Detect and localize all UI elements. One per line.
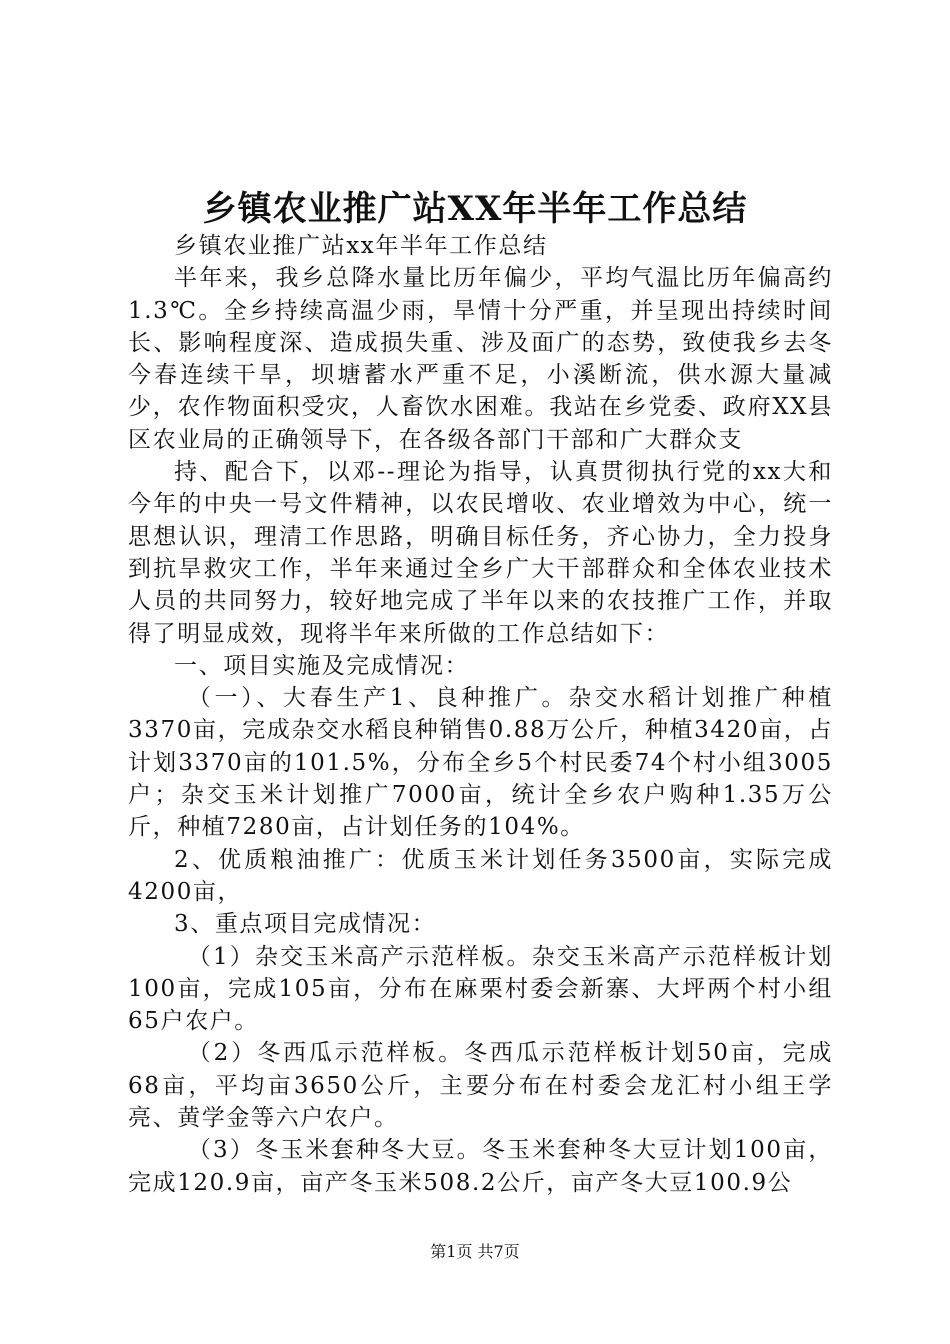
paragraph-spring-production: （一）、大春生产1、良种推广。杂交水稻计划推广种植3370亩，完成杂交水稻良种销售0.88万公斤，种植3420亩，占计划3370亩的101.5%，分布全乡5个村民委74个村小组3005户；杂交玉米计划推广7000亩，统计全乡农户购种1.35万公斤，种植7280亩，占计划任务的104%。 <box>128 685 833 841</box>
section-heading: 一、项目实施及完成情况： <box>174 652 470 679</box>
paragraph-key-projects: 3、重点项目完成情况： <box>174 911 437 938</box>
document-body <box>128 230 833 1199</box>
paragraph-continuation: 持、配合下，以邓--理论为指导，认真贯彻执行党的xx大和今年的中央一号文件精神，以农民增收、农业增效为中心，统一思想认识，理清工作思路，明确目标任务，齐心协力，全力投身到抗旱救灾工作，半年来通过全乡广大干部群众和全体农业技术人员的共同努力，较好地完成了半年以来的农技推广工作，并取得了明显成效，现将半年来所做的工作总结如下： <box>128 459 833 647</box>
page-number: 第1页 共7页 <box>430 1242 520 1261</box>
paragraph-corn-demo: （1）杂交玉米高产示范样板。杂交玉米高产示范样板计划100亩，完成105亩，分布在麻栗村委会新寨、大坪两个村小组65户农户。 <box>128 943 833 1035</box>
paragraph-subtitle: 乡镇农业推广站xx年半年工作总结 <box>174 233 548 259</box>
paragraph-watermelon-demo: （2）冬西瓜示范样板。冬西瓜示范样板计划50亩，完成68亩，平均亩3650公斤，主要分布在村委会龙汇村小组王学亮、黄学金等六户农户。 <box>128 1040 833 1132</box>
paragraph-intro: 半年来，我乡总降水量比历年偏少，平均气温比历年偏高约1.3℃。全乡持续高温少雨，旱情十分严重，并呈现出持续时间长、影响程度深、造成损失重、涉及面广的态势，致使我乡去冬今春连续干旱，坝塘蓄水严重不足，小溪断流，供水源大量减少，农作物面积受灾，人畜饮水困难。我站在乡党委、政府XX县区农业局的正确领导下，在各级各部门干部和广大群众支 <box>128 265 833 453</box>
document-title: 乡镇农业推广站XX年半年工作总结 <box>202 189 748 229</box>
paragraph-corn-soybean: （3）冬玉米套种冬大豆。冬玉米套种冬大豆计划100亩，完成120.9亩，亩产冬玉米508.2公斤，亩产冬大豆100.9公 <box>128 1137 833 1196</box>
paragraph-quality-grain: 2、优质粮油推广：优质玉米计划任务3500亩，实际完成4200亩， <box>128 846 833 905</box>
